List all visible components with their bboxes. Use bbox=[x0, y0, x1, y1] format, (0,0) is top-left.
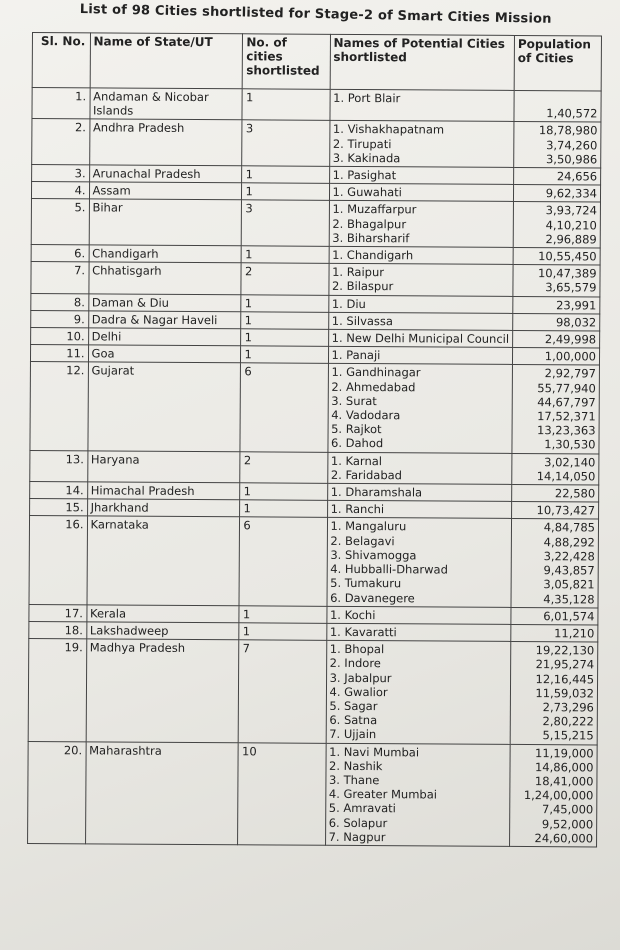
city-name: 1. Chandigarh bbox=[332, 247, 414, 263]
city-name: 1. New Delhi Municipal Council bbox=[331, 330, 510, 346]
cell-population bbox=[514, 167, 601, 185]
city-name: 1. Mangaluru bbox=[330, 519, 407, 534]
population-value: 12,16,445 bbox=[535, 671, 595, 686]
cell-cities-count: 1 bbox=[240, 500, 327, 518]
cell-sl-no: 6. bbox=[31, 245, 89, 263]
cell-city-names bbox=[329, 166, 514, 184]
cell-cities-count: 1 bbox=[241, 294, 328, 312]
cell-state-name: Arunachal Pradesh bbox=[89, 165, 242, 183]
cell-city-names bbox=[327, 364, 512, 453]
population-value: 2,96,889 bbox=[545, 231, 597, 247]
city-name: 1. Panaji bbox=[331, 348, 381, 363]
cell-state-name: Maharashtra bbox=[85, 741, 239, 844]
spacer bbox=[518, 92, 598, 107]
cell-population bbox=[512, 365, 600, 454]
population-value: 24,60,000 bbox=[534, 830, 594, 846]
cell-population bbox=[511, 624, 598, 642]
cell-city-names bbox=[327, 518, 512, 607]
city-name: 2. Nashik bbox=[329, 758, 383, 773]
cell-sl-no: 7. bbox=[31, 262, 89, 294]
city-name: 3. Jabalpur bbox=[329, 670, 392, 685]
population-value: 1,30,530 bbox=[544, 437, 596, 452]
city-name: 1. Karnal bbox=[330, 453, 383, 468]
population-value: 10,47,389 bbox=[537, 266, 597, 281]
population-value: 4,88,292 bbox=[543, 534, 595, 550]
population-value: 7,45,000 bbox=[541, 802, 594, 817]
cell-cities-count: 1 bbox=[242, 183, 329, 201]
cell-population bbox=[512, 453, 599, 485]
table-row bbox=[30, 450, 599, 485]
cell-city-names bbox=[328, 312, 513, 330]
city-name: 5. Tumakuru bbox=[330, 576, 402, 591]
cell-cities-count: 2 bbox=[241, 263, 328, 295]
cell-state-name: Andhra Pradesh bbox=[89, 119, 242, 166]
population-value: 2,49,998 bbox=[544, 332, 597, 347]
city-name: 3. Biharsharif bbox=[332, 230, 410, 246]
population-value: 2,80,222 bbox=[542, 714, 594, 729]
population-value: 4,84,785 bbox=[543, 520, 596, 535]
population-value: 55,77,940 bbox=[537, 380, 596, 396]
table-row bbox=[31, 262, 600, 297]
city-name: 5. Amravati bbox=[328, 801, 396, 816]
population-value: 6,01,574 bbox=[543, 608, 595, 624]
cell-cities-count: 1 bbox=[241, 329, 328, 347]
population-value: 22,580 bbox=[554, 486, 596, 501]
cell-state-name: Haryana bbox=[87, 451, 240, 483]
population-value: 3,74,260 bbox=[546, 137, 598, 153]
cell-state-name: Chhatisgarh bbox=[88, 262, 241, 294]
cell-sl-no: 8. bbox=[31, 293, 89, 311]
city-name: 1. Navi Mumbai bbox=[329, 744, 420, 759]
cell-population bbox=[512, 348, 599, 366]
city-name: 6. Davanegere bbox=[330, 590, 415, 605]
population-value: 3,22,428 bbox=[543, 549, 595, 564]
city-name: 3. Kakinada bbox=[332, 150, 401, 166]
population-value: 23,991 bbox=[556, 297, 597, 313]
population-value: 11,59,032 bbox=[535, 685, 595, 701]
population-value: 9,43,857 bbox=[543, 563, 595, 578]
cell-sl-no: 19. bbox=[28, 639, 86, 742]
cell-cities-count: 1 bbox=[242, 166, 329, 184]
population-value: 11,19,000 bbox=[535, 745, 594, 760]
city-name: 1. Kavaratti bbox=[329, 624, 397, 640]
city-name: 3. Thane bbox=[328, 772, 380, 788]
city-name: 2. Ahmedabad bbox=[331, 379, 416, 395]
cell-city-names bbox=[325, 743, 510, 847]
city-name: 1. Guwahati bbox=[332, 185, 402, 200]
cell-population bbox=[512, 485, 599, 503]
population-value: 4,10,210 bbox=[545, 217, 597, 233]
city-name: 6. Solapur bbox=[328, 815, 388, 830]
cell-state-name: Andaman & Nicobar Islands bbox=[90, 88, 243, 120]
cell-sl-no: 18. bbox=[29, 621, 87, 639]
population-value: 21,95,274 bbox=[535, 657, 595, 672]
population-value: 3,65,579 bbox=[545, 280, 597, 295]
population-value: 98,032 bbox=[555, 315, 597, 330]
cell-state-name: Kerala bbox=[86, 605, 239, 623]
cell-sl-no: 2. bbox=[32, 119, 90, 165]
population-value: 5,15,215 bbox=[542, 728, 594, 743]
cell-city-names bbox=[328, 295, 513, 313]
header-city-names: Names of Potential Cities shortlisted bbox=[330, 34, 515, 90]
cell-population bbox=[511, 502, 598, 520]
header-cities-count: No. of cities shortlisted bbox=[243, 34, 330, 90]
cell-city-names bbox=[326, 640, 511, 744]
population-value: 13,23,363 bbox=[537, 423, 596, 438]
cell-cities-count: 3 bbox=[242, 120, 329, 166]
population-value: 2,92,797 bbox=[544, 366, 596, 381]
table-row bbox=[29, 516, 599, 608]
population-value: 2,73,296 bbox=[542, 700, 594, 715]
population-value: 3,93,724 bbox=[545, 203, 597, 218]
city-name: 5. Sagar bbox=[329, 698, 378, 714]
city-name: 2. Indore bbox=[329, 656, 381, 671]
cell-state-name: Delhi bbox=[88, 328, 241, 346]
city-name: 1. Bhopal bbox=[329, 641, 385, 657]
cell-sl-no: 13. bbox=[30, 450, 88, 482]
cell-population bbox=[513, 185, 600, 203]
city-name: 2. Bilaspur bbox=[331, 279, 394, 294]
cell-cities-count: 1 bbox=[239, 605, 326, 623]
city-name: 2. Belagavi bbox=[330, 533, 395, 548]
population-value: 10,55,450 bbox=[538, 249, 597, 264]
table-row bbox=[32, 119, 601, 168]
city-name: 2. Bhagalpur bbox=[332, 216, 407, 231]
city-name: 6. Satna bbox=[329, 712, 378, 728]
population-value: 9,62,334 bbox=[545, 186, 598, 201]
city-name: 1. Silvassa bbox=[331, 313, 394, 329]
cell-population bbox=[513, 247, 600, 265]
cell-sl-no: 16. bbox=[29, 516, 87, 605]
table-body bbox=[28, 88, 602, 847]
city-name: 2. Tirupati bbox=[332, 136, 392, 151]
cell-sl-no: 15. bbox=[30, 499, 88, 517]
city-name: 1. Gandhinagar bbox=[331, 365, 421, 380]
cell-cities-count: 1 bbox=[242, 89, 329, 121]
cell-population bbox=[514, 122, 601, 168]
cell-sl-no: 14. bbox=[30, 482, 88, 500]
cell-state-name: Gujarat bbox=[87, 362, 240, 451]
cell-sl-no: 9. bbox=[31, 310, 89, 328]
cell-city-names bbox=[329, 201, 514, 248]
table-header bbox=[32, 33, 601, 91]
city-name: 1. Ranchi bbox=[330, 502, 385, 517]
cell-state-name: Himachal Pradesh bbox=[87, 482, 240, 500]
cell-sl-no: 5. bbox=[31, 199, 89, 245]
cell-city-names bbox=[326, 606, 511, 624]
cell-cities-count: 1 bbox=[242, 246, 329, 264]
population-value: 1,24,00,000 bbox=[523, 788, 594, 803]
cell-city-names bbox=[327, 452, 512, 485]
cell-population bbox=[513, 330, 600, 348]
cell-cities-count: 3 bbox=[242, 200, 329, 246]
population-value: 10,73,427 bbox=[536, 503, 596, 518]
population-value: 24,656 bbox=[556, 169, 598, 184]
table-row bbox=[28, 639, 598, 745]
cell-state-name: Jharkhand bbox=[87, 499, 240, 517]
cell-city-names bbox=[328, 329, 513, 347]
city-name: 3. Surat bbox=[331, 393, 377, 408]
cell-sl-no: 4. bbox=[31, 182, 89, 200]
header-population: Population of Cities bbox=[514, 35, 601, 91]
cell-cities-count: 1 bbox=[240, 483, 327, 501]
city-name: 3. Shivamogga bbox=[330, 547, 417, 563]
population-value: 19,22,130 bbox=[535, 643, 595, 658]
cell-cities-count: 1 bbox=[241, 312, 328, 330]
header-row bbox=[32, 33, 601, 91]
cell-city-names bbox=[329, 246, 514, 264]
cell-sl-no: 10. bbox=[31, 328, 89, 346]
cell-state-name: Daman & Diu bbox=[88, 293, 241, 311]
city-name: 7. Nagpur bbox=[328, 829, 386, 844]
cell-city-names bbox=[329, 121, 514, 168]
table-row bbox=[32, 88, 601, 123]
cell-population bbox=[513, 296, 600, 314]
city-name: 1. Muzaffarpur bbox=[332, 202, 417, 217]
cell-state-name: Bihar bbox=[89, 199, 242, 246]
cell-city-names bbox=[327, 483, 512, 501]
table-row bbox=[30, 362, 600, 454]
cell-sl-no: 11. bbox=[30, 345, 88, 363]
cell-population bbox=[514, 90, 601, 122]
city-name: 4. Gwalior bbox=[329, 684, 388, 699]
cell-cities-count: 6 bbox=[239, 517, 327, 606]
table-row bbox=[28, 741, 598, 847]
population-value: 14,14,050 bbox=[536, 468, 596, 484]
header-state: Name of State/UT bbox=[90, 33, 243, 89]
smart-cities-table bbox=[27, 32, 602, 847]
city-name: 1. Kochi bbox=[329, 607, 376, 622]
population-value: 9,52,000 bbox=[541, 816, 594, 831]
cell-sl-no: 3. bbox=[32, 165, 90, 183]
city-name: 1. Vishakhapatnam bbox=[332, 122, 445, 137]
population-value: 3,05,821 bbox=[543, 577, 595, 592]
city-name: 4. Vadodara bbox=[331, 407, 401, 423]
header-sl-no: Sl. No. bbox=[32, 33, 90, 88]
cell-sl-no: 1. bbox=[32, 88, 90, 120]
city-name: 4. Greater Mumbai bbox=[328, 786, 438, 802]
city-name: 2. Faridabad bbox=[330, 467, 403, 483]
cell-cities-count: 1 bbox=[241, 346, 328, 364]
cell-cities-count: 1 bbox=[239, 623, 326, 641]
table-row bbox=[31, 199, 600, 248]
document-title: List of 98 Cities shortlisted for Stage-2 of Smart Cities Mission bbox=[79, 2, 552, 27]
cell-state-name: Dadra & Nagar Haveli bbox=[88, 311, 241, 329]
cell-population bbox=[511, 607, 598, 625]
city-name: 6. Dahod bbox=[330, 436, 384, 451]
cell-cities-count: 6 bbox=[240, 363, 328, 452]
cell-sl-no: 17. bbox=[29, 604, 87, 622]
population-value: 3,50,986 bbox=[545, 151, 598, 167]
cell-population bbox=[513, 265, 600, 297]
city-name: 1. Port Blair bbox=[333, 90, 401, 106]
cell-city-names bbox=[328, 347, 513, 365]
population-value: 14,86,000 bbox=[534, 759, 594, 775]
city-name: 5. Rajkot bbox=[331, 422, 382, 437]
population-value: 18,78,980 bbox=[538, 123, 598, 138]
cell-city-names bbox=[326, 623, 511, 641]
cell-population bbox=[509, 744, 597, 847]
cell-population bbox=[511, 519, 599, 608]
cell-state-name: Lakshadweep bbox=[86, 622, 239, 640]
city-name: 1. Pasighat bbox=[332, 167, 397, 183]
cell-population bbox=[513, 202, 600, 248]
population-value: 3,02,140 bbox=[544, 454, 596, 470]
city-name: 1. Dharamshala bbox=[330, 484, 423, 500]
cell-state-name: Karnataka bbox=[87, 516, 240, 605]
cell-city-names bbox=[329, 184, 514, 202]
cell-cities-count: 10 bbox=[238, 742, 326, 845]
population-value: 11,210 bbox=[554, 626, 595, 641]
cell-city-names bbox=[327, 501, 512, 519]
cell-cities-count: 7 bbox=[239, 640, 327, 743]
cell-state-name: Madhya Pradesh bbox=[86, 639, 240, 742]
cell-population bbox=[510, 642, 598, 745]
city-name: 1. Raipur bbox=[332, 265, 385, 280]
population-value: 44,67,797 bbox=[537, 394, 596, 410]
city-name: 7. Ujjain bbox=[329, 727, 377, 742]
city-name: 1. Diu bbox=[331, 296, 366, 311]
cell-sl-no: 12. bbox=[30, 362, 88, 451]
population-value: 4,35,128 bbox=[543, 591, 595, 606]
cell-state-name: Assam bbox=[89, 182, 242, 200]
population-value: 1,40,572 bbox=[546, 106, 598, 121]
cell-cities-count: 2 bbox=[240, 451, 327, 483]
population-value: 1,00,000 bbox=[544, 349, 597, 364]
cell-population bbox=[513, 313, 600, 331]
cell-state-name: Chandigarh bbox=[89, 245, 242, 263]
cell-city-names bbox=[330, 89, 515, 122]
population-value: 18,41,000 bbox=[534, 774, 594, 789]
cell-state-name: Goa bbox=[88, 345, 241, 363]
cell-city-names bbox=[328, 264, 513, 297]
population-value: 17,52,371 bbox=[537, 409, 596, 424]
cell-sl-no: 20. bbox=[28, 741, 86, 844]
city-name: 4. Hubballi-Dharwad bbox=[330, 561, 448, 577]
